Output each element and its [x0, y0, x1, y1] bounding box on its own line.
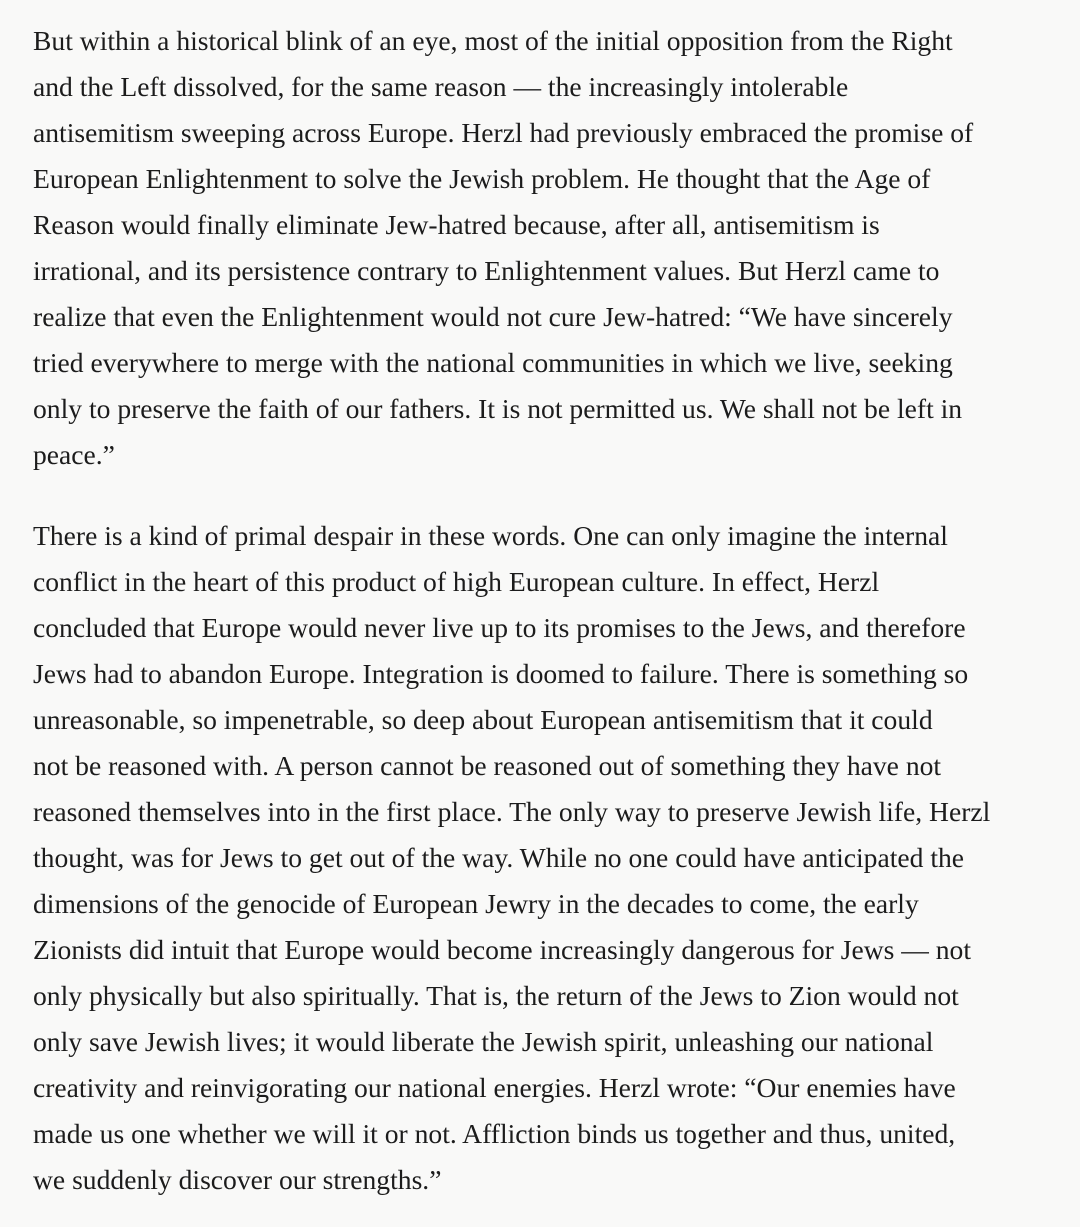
text-line: There is a kind of primal despair in these words. One can only imagine the internal — [33, 520, 948, 551]
text-line: tried everywhere to merge with the national communities in which we live, seeking — [33, 347, 953, 378]
text-line: But within a historical blink of an eye, most of the initial opposition from the Right — [33, 25, 953, 56]
text-line: not be reasoned with. A person cannot be reasoned out of something they have not — [33, 750, 942, 781]
text-line: irrational, and its persistence contrary to Enlightenment values. But Herzl came to — [33, 255, 940, 286]
text-line: reasoned themselves into in the first place. The only way to preserve Jewish life, Herzl — [33, 796, 991, 827]
text-line: only save Jewish lives; it would liberate the Jewish spirit, unleashing our national — [33, 1026, 934, 1057]
text-line: and the Left dissolved, for the same reason — the increasingly intolerable — [33, 71, 849, 102]
text-line: peace.” — [33, 439, 115, 470]
paragraph-1 — [33, 18, 1040, 478]
text-line: we suddenly discover our strengths.” — [33, 1164, 442, 1195]
text-line: Reason would finally eliminate Jew-hatred because, after all, antisemitism is — [33, 209, 880, 240]
text-line: only to preserve the faith of our fathers. It is not permitted us. We shall not be left in — [33, 393, 963, 424]
text-line: made us one whether we will it or not. Affliction binds us together and thus, united, — [33, 1118, 956, 1149]
text-line: antisemitism sweeping across Europe. Herzl had previously embraced the promise of — [33, 117, 974, 148]
text-line: Jews had to abandon Europe. Integration is doomed to failure. There is something so — [33, 658, 969, 689]
text-line: dimensions of the genocide of European Jewry in the decades to come, the early — [33, 888, 919, 919]
text-line: Zionists did intuit that Europe would become increasingly dangerous for Jews — not — [33, 934, 972, 965]
text-line: thought, was for Jews to get out of the way. While no one could have anticipated the — [33, 842, 965, 873]
text-line: realize that even the Enlightenment would not cure Jew-hatred: “We have sincerely — [33, 301, 953, 332]
text-line: creativity and reinvigorating our national energies. Herzl wrote: “Our enemies have — [33, 1072, 956, 1103]
paragraph-2 — [33, 513, 1040, 1203]
text-line: European Enlightenment to solve the Jewish problem. He thought that the Age of — [33, 163, 931, 194]
text-line: concluded that Europe would never live up to its promises to the Jews, and therefore — [33, 612, 966, 643]
text-line: conflict in the heart of this product of high European culture. In effect, Herzl — [33, 566, 880, 597]
text-line: only physically but also spiritually. That is, the return of the Jews to Zion would not — [33, 980, 959, 1011]
text-line: unreasonable, so impenetrable, so deep about European antisemitism that it could — [33, 704, 933, 735]
